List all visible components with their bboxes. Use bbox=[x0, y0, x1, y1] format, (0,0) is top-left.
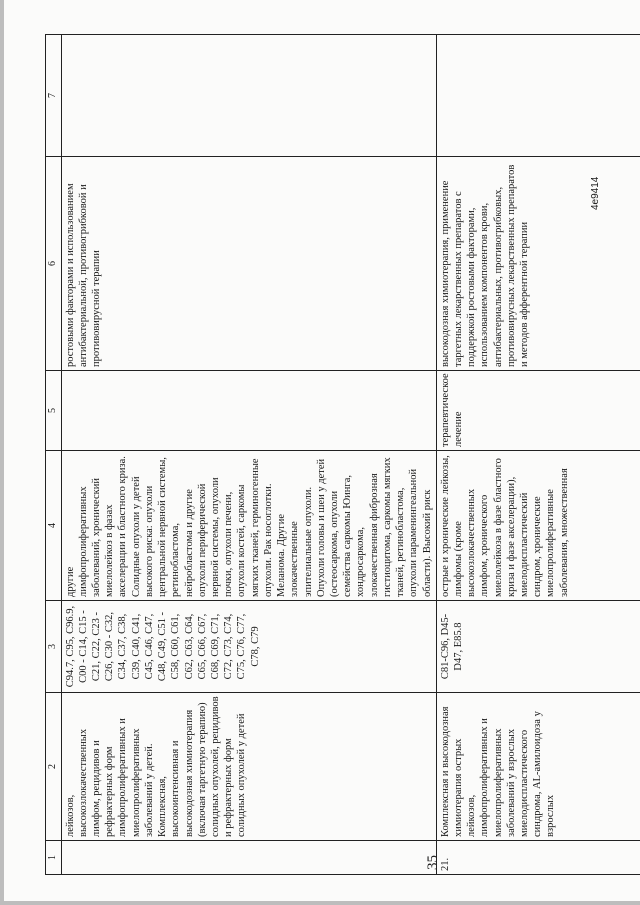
treatment-method: высокодозная химиотерапия, применение таргетных лекарственных препаратов с поддержкой ростовыми факторами, использованием компонентов крови, антибактериальных, противогрибковых, противовирусных лекарственных препаратов и методов афферентной терапии bbox=[436, 157, 640, 371]
rotated-table-page bbox=[45, 35, 623, 875]
registration-number: 4е9414 bbox=[590, 176, 601, 210]
column-number: 3 bbox=[46, 601, 62, 693]
treatment-type bbox=[61, 371, 436, 451]
care-type-name: Комплексная и высокодозная химиотерапия острых лейкозов, лимфопролиферативных и миелопролиферативных заболеваний у взрослых миелодиспластического синдрома, AL-амилоидоза у взрослых bbox=[436, 693, 640, 841]
column-numbers-row bbox=[46, 35, 62, 875]
column-number: 7 bbox=[46, 35, 62, 157]
cost-value bbox=[61, 35, 436, 157]
medical-care-table bbox=[45, 34, 640, 875]
column-number: 6 bbox=[46, 157, 62, 371]
icd-codes: C94.7, C95, C96.9, C00 - C14, C15 - C21, C22, C23 - C26, C30 - C32, C34, C37, C38, C39, C40, C41, C45, C46, C47, C48, C49, C51 - C58, C60, C61, C62, C63, C64, C65, C66, C67, C68, C69, C71, C72, C73, C74, C75, C76, C77, C78, C79 bbox=[61, 601, 436, 693]
column-number: 2 bbox=[46, 693, 62, 841]
patient-model: острые и хронические лейкозы, лимфомы (кроме высокозлокачественных лимфом, хронического миелолейкоза в фазе бластного криза и фазе акселерации), миелодиспластический синдром, хронические миелопролиферативные заболевания, множественная bbox=[436, 451, 640, 601]
row-number: 21. bbox=[436, 841, 640, 875]
page-number: 35 bbox=[425, 855, 441, 870]
treatment-type: терапевтическое лечение bbox=[436, 371, 640, 451]
column-number: 1 bbox=[46, 841, 62, 875]
cost-value bbox=[436, 35, 640, 157]
scan-edge bbox=[0, 0, 4, 905]
icd-codes: C81-C96, D45-D47, E85.8 bbox=[436, 601, 640, 693]
column-number: 5 bbox=[46, 371, 62, 451]
treatment-method: ростовыми факторами и использованием антибактериальной, противогрибковой и противовирусной терапии bbox=[61, 157, 436, 371]
column-number: 4 bbox=[46, 451, 62, 601]
patient-model: другие лимфопролиферативных заболеваний, хронический миелолейкоз в фазах акселерации и бластного криза. Солидные опухоли у детей высокого риска: опухоли центральной нервной системы, ретинобластома, нейробластома и другие опухоли периферической нервной системы, опухоли почки, опухоли печени, опухоли костей, саркомы мягких тканей, герминогенные опухоли. Рак носоглотки. Меланома. Другие злокачественные эпителиальные опухоли. Опухоли головы и шеи у детей (остеосаркома, опухоли семейства саркомы Юинга, хондросаркома, злокачественная фиброзная гистиоцитома, саркомы мягких тканей, ретинобластома, опухоли параменингеальной области). Высокий риск bbox=[61, 451, 436, 601]
care-type-name: лейкозов, высокозлокачественных лимфом, рецидивов и рефрактерных форм лимфопролиферативных и миелопролиферативных заболеваний у детей. Комплексная, высокоинтенсивная и высокодозная химиотерапия (включая таргетную терапию) солидных опухолей, рецидивов и рефрактерных форм солидных опухолей у детей bbox=[61, 693, 436, 841]
scan-edge bbox=[0, 901, 640, 905]
row-number bbox=[61, 841, 436, 875]
table-row bbox=[436, 35, 640, 875]
table-row bbox=[61, 35, 436, 875]
